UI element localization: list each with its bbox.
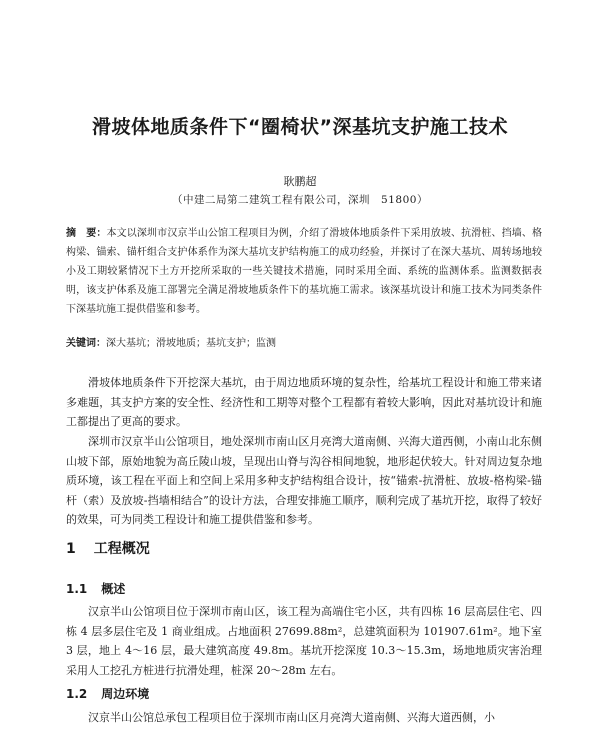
keywords-text: 深大基坑；滑坡地质；基坑支护；监测 — [106, 338, 276, 349]
subsection-heading-1-2 — [66, 685, 149, 702]
author-affiliation: （中建二局第二建筑工程有限公司，深圳 51800） — [172, 194, 428, 206]
section-number: 1 — [66, 541, 76, 557]
subsection-title: 周边环境 — [101, 687, 150, 701]
abstract-label: 摘 要： — [66, 228, 107, 239]
subsection-heading-1-1 — [66, 580, 125, 597]
keywords — [66, 334, 542, 353]
subsection-number: 1.1 — [66, 582, 88, 596]
intro-paragraph-2: 深圳市汉京半山公馆项目，地处深圳市南山区月亮湾大道南侧、兴海大道西侧，小南山北东侧山坡下部，原始地貌为高丘陵山坡，呈现出山脊与沟谷相间地貌，地形起伏较大。针对周边复杂地质环境，该工程在平面上和空间上采用多种支护结构组合设计，按“锚索-抗滑桩、放坡-格构梁-锚杆（索）及放坡-挡墙相结合”的设计方法，合理安排施工顺序，顺利完成了基坑开挖，取得了较好的效果，可为同类工程设计和施工提供借鉴和参考。 — [66, 435, 542, 526]
surroundings-paragraph: 汉京半山公馆总承包工程项目位于深圳市南山区月亮湾大道南侧、兴海大道西侧，小 — [88, 711, 495, 724]
subsection-title: 概述 — [101, 582, 126, 596]
overview-paragraph: 汉京半山公馆项目位于深圳市南山区，该工程为高端住宅小区，共有四栋 16 层高层住宅、四栋 4 层多层住宅及 1 商业组成。占地面积 27699.88m²，总建筑面积为 101907.61m²。地下室 3 层，地上 4～16 层，最大建筑高度 49.8m。基坑开挖深度 10.3～15.3m，场地地质灾害治理采用人工挖孔方桩进行抗滑处理，桩深 20～28m 左右。 — [66, 605, 542, 677]
abstract — [66, 224, 542, 319]
section-title: 工程概况 — [93, 541, 150, 557]
author-name: 耿鹏超 — [283, 175, 317, 188]
paper-title: 滑坡体地质条件下“圈椅状”深基坑支护施工技术 — [92, 116, 508, 138]
abstract-text: 本文以深圳市汉京半山公馆工程项目为例，介绍了滑坡体地质条件下采用放坡、抗滑桩、挡墙、格构梁、锚索、锚杆组合支护体系作为深大基坑支护结构施工的成功经验，并探讨了在深大基坑、周转场地较小及工期较紧情况下土方开挖所采取的一些关键技术措施，同时采用全面、系统的监测体系。监测数据表明，该支护体系及施工部署完全满足滑坡地质条件下的基坑施工需求。该深基坑设计和施工技术为同类条件下深基坑施工提供借鉴和参考。 — [66, 228, 543, 315]
keywords-label: 关键词： — [66, 338, 106, 349]
intro-paragraph-1: 滑坡体地质条件下开挖深大基坑，由于周边地质环境的复杂性，给基坑工程设计和施工带来诸多难题，其支护方案的安全性、经济性和工期等对整个工程都有着较大影响，因此对基坑设计和施工都提出了更高的要求。 — [66, 376, 542, 428]
subsection-number: 1.2 — [66, 687, 88, 701]
section-heading-1 — [66, 538, 150, 558]
